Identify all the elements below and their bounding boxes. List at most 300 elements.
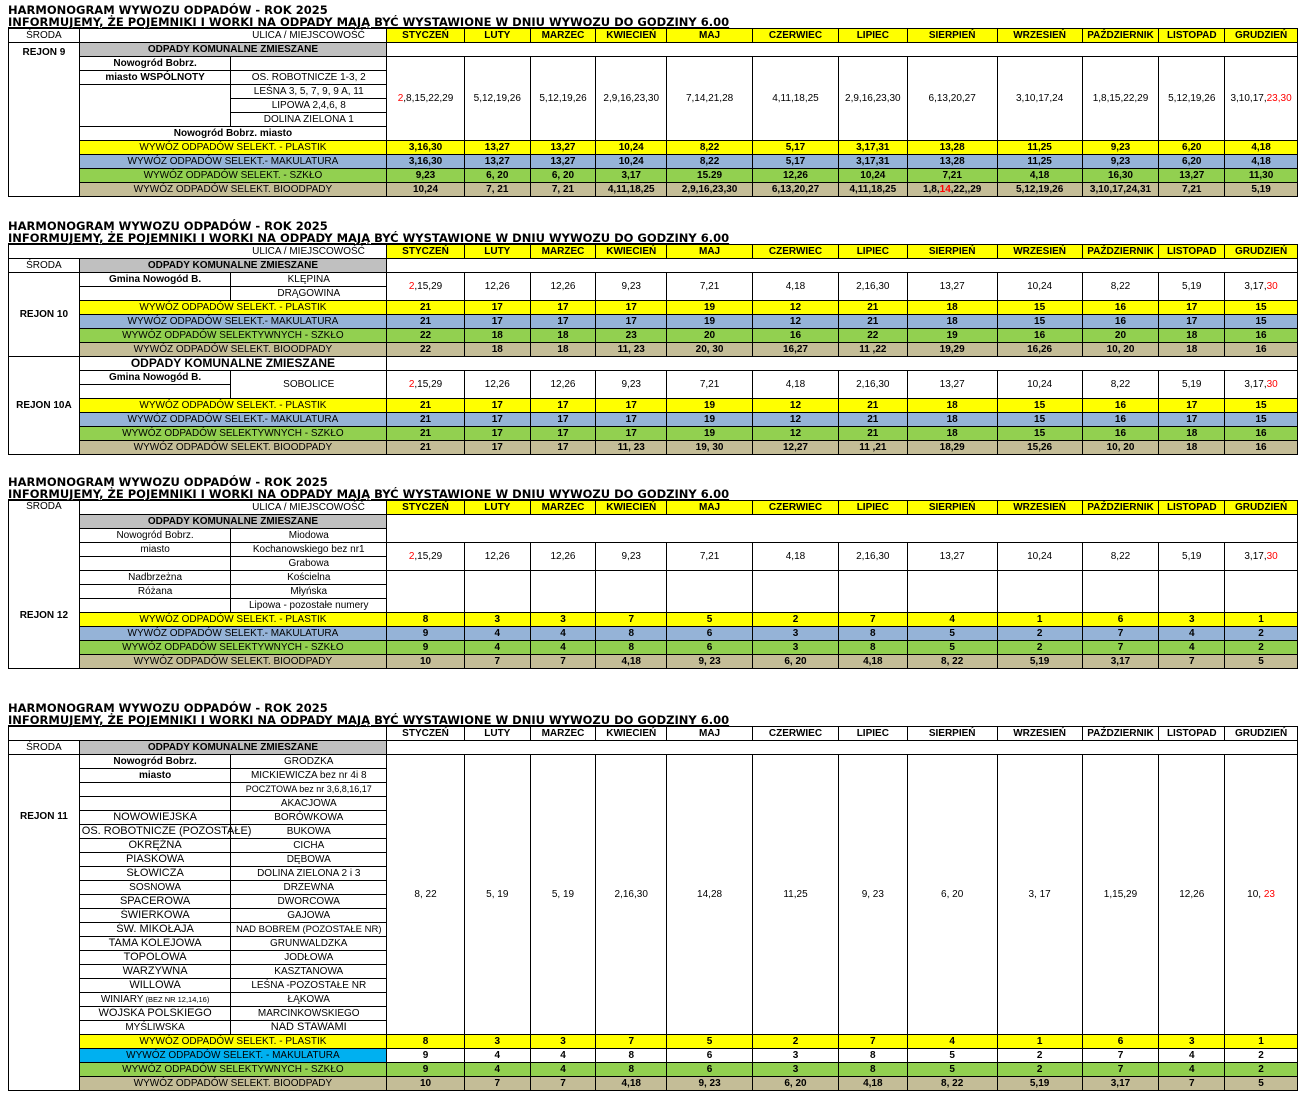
pickup-dates-cell: 15.29	[667, 169, 753, 183]
month-header: GRUDZIEŃ	[1225, 29, 1298, 43]
pickup-dates-cell: 16	[1082, 301, 1159, 315]
pickup-dates-cell: 9	[387, 641, 465, 655]
pickup-dates-cell: 2	[753, 1035, 839, 1049]
mixed-cell: 3,17,30	[1225, 543, 1298, 571]
pickup-dates-cell: 4	[1159, 627, 1225, 641]
pickup-dates-cell: 7	[530, 655, 596, 669]
pickup-dates-cell: 17	[1159, 399, 1225, 413]
pickup-dates-cell: 19	[667, 315, 753, 329]
pickup-dates-cell: 3	[464, 613, 530, 627]
mixed-cell: 13,27	[907, 273, 997, 301]
pickup-dates-cell: 4	[1159, 641, 1225, 655]
category-label: WYWÓZ ODPADÓW SELEKT.- MAKULATURA	[79, 413, 386, 427]
pickup-dates-cell: 8, 22	[907, 655, 997, 669]
month-header: LIPIEC	[838, 501, 907, 515]
pickup-dates-cell: 2	[1225, 641, 1298, 655]
month-header: SIERPIEŃ	[907, 727, 997, 741]
month-header: MAJ	[667, 501, 753, 515]
pickup-dates-cell: 20	[667, 329, 753, 343]
pickup-dates-cell: 7	[1082, 1063, 1159, 1077]
makulatura-row	[9, 1049, 1298, 1063]
pickup-dates-cell: 16	[1225, 329, 1298, 343]
pickup-dates-cell: 12	[753, 315, 839, 329]
category-label: WYWÓZ ODPADÓW SELEKT. BIOODPADY	[79, 441, 386, 455]
pickup-dates-cell: 7	[838, 613, 907, 627]
pickup-dates-cell: 15	[997, 301, 1082, 315]
pickup-dates-cell: 4	[464, 1049, 530, 1063]
bio-row	[9, 441, 1298, 455]
pickup-dates-cell: 4	[530, 1049, 596, 1063]
pickup-dates-cell: 22	[387, 343, 465, 357]
plastik-row	[9, 399, 1298, 413]
mixed-cell: 10, 23	[1225, 755, 1298, 1035]
pickup-dates-cell: 4	[464, 641, 530, 655]
category-label: WYWÓZ ODPADÓW SELEKT.- MAKULATURA	[79, 315, 386, 329]
category-label: WYWÓZ ODPADÓW SELEKTYWNYCH - SZKŁO	[79, 427, 386, 441]
mixed-cell: 7,21	[667, 273, 753, 301]
makulatura-row	[9, 315, 1298, 329]
mixed-cell: 2,9,16,23,30	[838, 57, 907, 141]
pickup-dates-cell: 22	[387, 329, 465, 343]
pickup-dates-cell: 17	[1159, 315, 1225, 329]
pickup-dates-cell: 15	[1225, 315, 1298, 329]
pickup-dates-cell: 7,21	[1159, 183, 1225, 197]
month-header: SIERPIEŃ	[907, 29, 997, 43]
month-header: SIERPIEŃ	[907, 245, 997, 259]
month-header: GRUDZIEŃ	[1225, 245, 1298, 259]
pickup-dates-cell: 21	[387, 301, 465, 315]
pickup-dates-cell: 6	[1082, 1035, 1159, 1049]
pickup-dates-cell: 4,11,18,25	[596, 183, 667, 197]
pickup-dates-cell: 4,18	[997, 169, 1082, 183]
month-header: KWIECIEŃ	[596, 727, 667, 741]
mixed-cell: 14,28	[667, 755, 753, 1035]
street-name: Kościelna	[231, 571, 387, 585]
makulatura-row	[9, 413, 1298, 427]
category-label: WYWÓZ ODPADÓW SELEKT. - PLASTIK	[79, 1035, 386, 1049]
pickup-dates-cell: 2	[997, 627, 1082, 641]
pickup-dates-cell: 11,30	[1225, 169, 1298, 183]
month-header: LISTOPAD	[1159, 727, 1225, 741]
month-header: GRUDZIEŃ	[1225, 501, 1298, 515]
month-header: MARZEC	[530, 727, 596, 741]
mixed-cell: 13,27	[907, 371, 997, 399]
category-label: WYWÓZ ODPADÓW SELEKT. BIOODPADY	[79, 655, 386, 669]
location-label: MYŚLIWSKA	[79, 1021, 231, 1035]
street-name: GRODZKA	[231, 755, 387, 769]
street-name: BUKOWA	[231, 825, 387, 839]
pickup-dates-cell: 19	[667, 301, 753, 315]
pickup-dates-cell: 4,18	[1225, 141, 1298, 155]
pickup-dates-cell: 17	[596, 399, 667, 413]
mixed-cell: 1,15,29	[1082, 755, 1159, 1035]
mixed-cell: 3,10,17,23,30	[1225, 57, 1298, 141]
schedule-notice: INFORMUJEMY, ŻE POJEMNIKI I WORKI NA ODPADY MAJĄ BYĆ WYSTAWIONE W DNIU WYWOZU DO GODZINY 6.00	[8, 487, 730, 501]
makulatura-row	[9, 155, 1298, 169]
pickup-dates-cell: 13,27	[530, 155, 596, 169]
pickup-dates-cell: 12,26	[753, 169, 839, 183]
schedule-rejon-9	[8, 4, 1298, 197]
mixed-cell: 10,24	[997, 371, 1082, 399]
pickup-dates-cell: 7	[1159, 1077, 1225, 1091]
pickup-dates-cell: 17	[1159, 413, 1225, 427]
month-header: GRUDZIEŃ	[1225, 727, 1298, 741]
mixed-cell: 6,13,20,27	[907, 57, 997, 141]
pickup-dates-cell: 17	[596, 301, 667, 315]
street-name: KASZTANOWA	[231, 965, 387, 979]
month-header: PAŹDZIERNIK	[1082, 501, 1159, 515]
pickup-dates-cell: 8	[387, 613, 465, 627]
street-name: Lipowa - pozostałe numery	[231, 599, 387, 613]
pickup-dates-cell: 6,13,20,27	[753, 183, 839, 197]
street-name: Miodowa	[231, 529, 387, 543]
bio-row	[9, 1077, 1298, 1091]
schedule-notice: INFORMUJEMY, ŻE POJEMNIKI I WORKI NA ODPADY MAJĄ BYĆ WYSTAWIONE W DNIU WYWOZU DO GODZINY 6.00	[8, 15, 730, 29]
pickup-dates-cell: 3	[530, 613, 596, 627]
location-label: WARZYWNA	[79, 965, 231, 979]
pickup-dates-cell: 21	[387, 427, 465, 441]
pickup-dates-cell: 8	[596, 627, 667, 641]
schedule-notice: INFORMUJEMY, ŻE POJEMNIKI I WORKI NA ODPADY MAJĄ BYĆ WYSTAWIONE W DNIU WYWOZU DO GODZINY 6.00	[8, 713, 730, 727]
pickup-dates-cell: 3	[753, 1063, 839, 1077]
month-header: LUTY	[464, 727, 530, 741]
month-header: WRZESIEŃ	[997, 727, 1082, 741]
pickup-dates-cell: 8	[596, 1049, 667, 1063]
mixed-cell: 5,19	[1159, 371, 1225, 399]
mixed-cell: 3, 17	[997, 755, 1082, 1035]
pickup-dates-cell: 7	[1082, 1049, 1159, 1063]
mixed-cell: 5, 19	[464, 755, 530, 1035]
pickup-dates-cell: 17	[530, 301, 596, 315]
street-name: AKACJOWA	[231, 797, 387, 811]
street-name: LIPOWA 2,4,6, 8	[231, 99, 387, 113]
month-header: LIPIEC	[838, 245, 907, 259]
schedule-table	[8, 244, 1298, 455]
location-label: OKRĘŻNA	[79, 839, 231, 853]
mixed-cell: 2,16,30	[838, 273, 907, 301]
pickup-dates-cell: 17	[530, 399, 596, 413]
month-header: STYCZEŃ	[387, 29, 465, 43]
pickup-dates-cell: 21	[387, 399, 465, 413]
month-header: MARZEC	[530, 245, 596, 259]
pickup-dates-cell: 4	[530, 627, 596, 641]
region-label: REJON 10	[9, 273, 80, 357]
pickup-dates-cell: 6, 20	[530, 169, 596, 183]
location-label: Nowogród Bobrz. miasto	[79, 127, 386, 141]
mixed-cell: 1,8,15,22,29	[1082, 57, 1159, 141]
pickup-dates-cell: 11, 23	[596, 343, 667, 357]
region-label: REJON 11	[9, 755, 80, 1091]
pickup-dates-cell: 2	[1225, 1063, 1298, 1077]
pickup-dates-cell: 2,9,16,23,30	[667, 183, 753, 197]
month-header: LIPIEC	[838, 29, 907, 43]
pickup-dates-cell: 17	[596, 315, 667, 329]
schedule-table	[8, 500, 1298, 669]
pickup-dates-cell: 15	[997, 413, 1082, 427]
month-header: MARZEC	[530, 29, 596, 43]
pickup-dates-cell: 6	[667, 627, 753, 641]
mixed-cell: 4,11,18,25	[753, 57, 839, 141]
location-label	[79, 599, 231, 613]
pickup-dates-cell: 10, 20	[1082, 441, 1159, 455]
month-header: LISTOPAD	[1159, 501, 1225, 515]
mixed-cell: 9, 23	[838, 755, 907, 1035]
pickup-dates-cell: 3	[753, 627, 839, 641]
month-header: LUTY	[464, 29, 530, 43]
pickup-dates-cell: 12	[753, 427, 839, 441]
pickup-dates-cell: 3,16,30	[387, 141, 465, 155]
mixed-waste-header: ODPADY KOMUNALNE ZMIESZANE	[79, 741, 386, 755]
location-label: Nowogród Bobrz.	[79, 529, 231, 543]
month-header: CZERWIEC	[753, 29, 839, 43]
mixed-cell: 12,26	[464, 371, 530, 399]
pickup-dates-cell: 18	[1159, 329, 1225, 343]
pickup-dates-cell: 17	[464, 315, 530, 329]
mixed-cell: 12,26	[1159, 755, 1225, 1035]
mixed-waste-header: ODPADY KOMUNALNE ZMIESZANE	[79, 259, 386, 273]
month-header: KWIECIEŃ	[596, 29, 667, 43]
region-cell	[9, 501, 80, 669]
pickup-dates-cell: 9	[387, 627, 465, 641]
category-label: WYWÓZ ODPADÓW SELEKT. - PLASTIK	[79, 301, 386, 315]
pickup-dates-cell: 18	[907, 315, 997, 329]
month-header: KWIECIEŃ	[596, 501, 667, 515]
location-label	[79, 557, 231, 571]
street-name: LEŚNA -POZOSTAŁE NR	[231, 979, 387, 993]
pickup-dates-cell: 5,17	[753, 141, 839, 155]
pickup-dates-cell: 3	[530, 1035, 596, 1049]
mixed-cell: 6, 20	[907, 755, 997, 1035]
pickup-dates-cell: 2	[997, 1063, 1082, 1077]
pickup-dates-cell: 16	[1082, 315, 1159, 329]
pickup-dates-cell: 3,17,31	[838, 141, 907, 155]
pickup-dates-cell: 8	[596, 1063, 667, 1077]
pickup-dates-cell: 16,30	[1082, 169, 1159, 183]
pickup-dates-cell: 10,24	[596, 155, 667, 169]
pickup-dates-cell: 8	[838, 1063, 907, 1077]
mixed-cell: 12,26	[530, 371, 596, 399]
mixed-cell: 5,12,19,26	[464, 57, 530, 141]
street-name: BORÓWKOWA	[231, 811, 387, 825]
pickup-dates-cell: 21	[838, 413, 907, 427]
location-label: Różana	[79, 585, 231, 599]
month-header: STYCZEŃ	[387, 501, 465, 515]
category-label: WYWÓZ ODPADÓW SELEKT.- MAKULATURA	[79, 627, 386, 641]
schedule-table	[8, 726, 1298, 1091]
pickup-dates-cell: 3,17,31	[838, 155, 907, 169]
day-label: ŚRODA	[9, 29, 80, 43]
pickup-dates-cell: 15	[997, 427, 1082, 441]
location-label: Nadbrzeżna	[79, 571, 231, 585]
pickup-dates-cell: 11,25	[997, 155, 1082, 169]
region-label: REJON 9	[9, 43, 80, 197]
pickup-dates-cell: 4,11,18,25	[838, 183, 907, 197]
location-label	[79, 783, 231, 797]
pickup-dates-cell: 16	[1082, 399, 1159, 413]
pickup-dates-cell: 9	[387, 1063, 465, 1077]
mixed-cell: 4,18	[753, 273, 839, 301]
pickup-dates-cell: 19	[667, 399, 753, 413]
mixed-cell: 8,22	[1082, 543, 1159, 571]
street-name: DWORCOWA	[231, 895, 387, 909]
location-label: WOJSKA POLSKIEGO	[79, 1007, 231, 1021]
pickup-dates-cell: 9,23	[387, 169, 465, 183]
pickup-dates-cell: 5	[907, 1063, 997, 1077]
pickup-dates-cell: 10,24	[387, 183, 465, 197]
mixed-waste-header: ODPADY KOMUNALNE ZMIESZANE	[79, 43, 386, 57]
location-label: ŚWIERKOWA	[79, 909, 231, 923]
pickup-dates-cell: 5,12,19,26	[997, 183, 1082, 197]
mixed-cell: 4,18	[753, 371, 839, 399]
pickup-dates-cell: 4	[464, 627, 530, 641]
pickup-dates-cell: 6	[667, 641, 753, 655]
bio-row	[9, 655, 1298, 669]
pickup-dates-cell: 9, 23	[667, 655, 753, 669]
category-label: WYWÓZ ODPADÓW SELEKT. BIOODPADY	[79, 1077, 386, 1091]
pickup-dates-cell: 4	[1159, 1063, 1225, 1077]
pickup-dates-cell: 18	[907, 301, 997, 315]
pickup-dates-cell: 11 ,21	[838, 441, 907, 455]
mixed-cell: 9,23	[596, 273, 667, 301]
pickup-dates-cell: 7, 21	[464, 183, 530, 197]
street-name: CICHA	[231, 839, 387, 853]
mixed-cell: 3,17,30	[1225, 273, 1298, 301]
pickup-dates-cell: 21	[838, 427, 907, 441]
location-label: PIASKOWA	[79, 853, 231, 867]
pickup-dates-cell: 17	[464, 301, 530, 315]
pickup-dates-cell: 13,27	[1159, 169, 1225, 183]
location-label: miasto WSPÓLNOTY	[79, 71, 231, 85]
month-header: STYCZEŃ	[387, 727, 465, 741]
street-name: JODŁOWA	[231, 951, 387, 965]
pickup-dates-cell: 4	[907, 613, 997, 627]
pickup-dates-cell: 5	[907, 641, 997, 655]
schedule-table	[8, 28, 1298, 197]
pickup-dates-cell: 3,17	[596, 169, 667, 183]
mixed-cell: 4,18	[753, 543, 839, 571]
pickup-dates-cell: 7	[596, 1035, 667, 1049]
pickup-dates-cell: 1,8,14,22,,29	[907, 183, 997, 197]
pickup-dates-cell: 1	[997, 613, 1082, 627]
location-label: NOWOWIEJSKA	[79, 811, 231, 825]
mixed-cell: 5,12,19,26	[530, 57, 596, 141]
category-label: WYWÓZ ODPADÓW SELEKTYWNYCH - SZKŁO	[79, 641, 386, 655]
pickup-dates-cell: 8	[838, 1049, 907, 1063]
pickup-dates-cell: 5,19	[997, 1077, 1082, 1091]
category-label: WYWÓZ ODPADÓW SELEKT. - SZKŁO	[79, 169, 386, 183]
pickup-dates-cell: 9, 23	[667, 1077, 753, 1091]
pickup-dates-cell: 10, 20	[1082, 343, 1159, 357]
street-name: DOLINA ZIELONA 2 i 3	[231, 867, 387, 881]
mixed-cell: 12,26	[464, 273, 530, 301]
pickup-dates-cell: 13,27	[530, 141, 596, 155]
pickup-dates-cell: 1	[1225, 1035, 1298, 1049]
pickup-dates-cell: 19,29	[907, 343, 997, 357]
location-label: Nowogród Bobrz.	[79, 57, 231, 71]
category-label: WYWÓZ ODPADÓW SELEKT. - PLASTIK	[79, 141, 386, 155]
makulatura-row	[9, 627, 1298, 641]
month-header: MARZEC	[530, 501, 596, 515]
category-label: WYWÓZ ODPADÓW SELEKTYWNYCH - SZKŁO	[79, 1063, 386, 1077]
pickup-dates-cell: 18,29	[907, 441, 997, 455]
pickup-dates-cell: 17	[530, 441, 596, 455]
pickup-dates-cell: 15	[997, 399, 1082, 413]
pickup-dates-cell: 18	[907, 399, 997, 413]
schedule-rejon-11	[8, 702, 1298, 1091]
pickup-dates-cell: 16,26	[997, 343, 1082, 357]
location-label: Nowogród Bobrz.	[79, 755, 231, 769]
category-label: WYWÓZ ODPADÓW SELEKT. BIOODPADY	[79, 183, 386, 197]
pickup-dates-cell: 6	[667, 1063, 753, 1077]
pickup-dates-cell: 15	[1225, 399, 1298, 413]
pickup-dates-cell: 6,20	[1159, 155, 1225, 169]
street-name: GAJOWA	[231, 909, 387, 923]
pickup-dates-cell: 7	[530, 1077, 596, 1091]
pickup-dates-cell: 8	[387, 1035, 465, 1049]
pickup-dates-cell: 16	[1082, 427, 1159, 441]
pickup-dates-cell: 3	[1159, 1035, 1225, 1049]
mixed-cell: 2,15,29	[387, 543, 465, 571]
location-label: TOPOLOWA	[79, 951, 231, 965]
pickup-dates-cell: 19, 30	[667, 441, 753, 455]
pickup-dates-cell: 17	[596, 413, 667, 427]
street-name: DRZEWNA	[231, 881, 387, 895]
pickup-dates-cell: 18	[530, 343, 596, 357]
mixed-cell: 2,9,16,23,30	[596, 57, 667, 141]
location-label: Gmina Nowogód B.	[79, 273, 231, 287]
pickup-dates-cell: 2	[753, 613, 839, 627]
pickup-dates-cell: 9	[387, 1049, 465, 1063]
pickup-dates-cell: 3	[753, 1049, 839, 1063]
pickup-dates-cell: 12	[753, 301, 839, 315]
mixed-cell: 2,16,30	[838, 543, 907, 571]
pickup-dates-cell: 17	[464, 441, 530, 455]
street-name: NAD BOBREM (POZOSTAŁE NR)	[231, 923, 387, 937]
pickup-dates-cell: 21	[838, 315, 907, 329]
pickup-dates-cell: 16	[1082, 413, 1159, 427]
pickup-dates-cell: 4,18	[838, 1077, 907, 1091]
pickup-dates-cell: 15	[1225, 413, 1298, 427]
street-name: DRĄGOWINA	[231, 287, 387, 301]
pickup-dates-cell: 13,28	[907, 141, 997, 155]
pickup-dates-cell: 7	[1159, 655, 1225, 669]
plastik-row	[9, 141, 1298, 155]
location-label: ŚW. MIKOŁAJA	[79, 923, 231, 937]
pickup-dates-cell: 5	[1225, 1077, 1298, 1091]
pickup-dates-cell: 16,27	[753, 343, 839, 357]
pickup-dates-cell: 5	[907, 627, 997, 641]
mixed-waste-header: ODPADY KOMUNALNE ZMIESZANE	[79, 515, 386, 529]
category-label: WYWÓZ ODPADÓW SELEKT.- MAKULATURA	[79, 155, 386, 169]
month-header: LIPIEC	[838, 727, 907, 741]
street-name: DĘBOWA	[231, 853, 387, 867]
pickup-dates-cell: 8,22	[667, 155, 753, 169]
street-name: Grabowa	[231, 557, 387, 571]
mixed-cell: 2,16,30	[838, 371, 907, 399]
pickup-dates-cell: 18	[907, 413, 997, 427]
mixed-cell: 7,21	[667, 371, 753, 399]
pickup-dates-cell: 4,18	[838, 655, 907, 669]
mixed-cell: 9,23	[596, 371, 667, 399]
pickup-dates-cell: 8	[838, 641, 907, 655]
pickup-dates-cell: 17	[464, 427, 530, 441]
pickup-dates-cell: 7	[838, 1035, 907, 1049]
mixed-cell: 5,12,19,26	[1159, 57, 1225, 141]
street-name: POCZTOWA bez nr 3,6,8,16,17	[231, 783, 387, 797]
pickup-dates-cell: 5,17	[753, 155, 839, 169]
month-header: SIERPIEŃ	[907, 501, 997, 515]
plastik-row	[9, 613, 1298, 627]
